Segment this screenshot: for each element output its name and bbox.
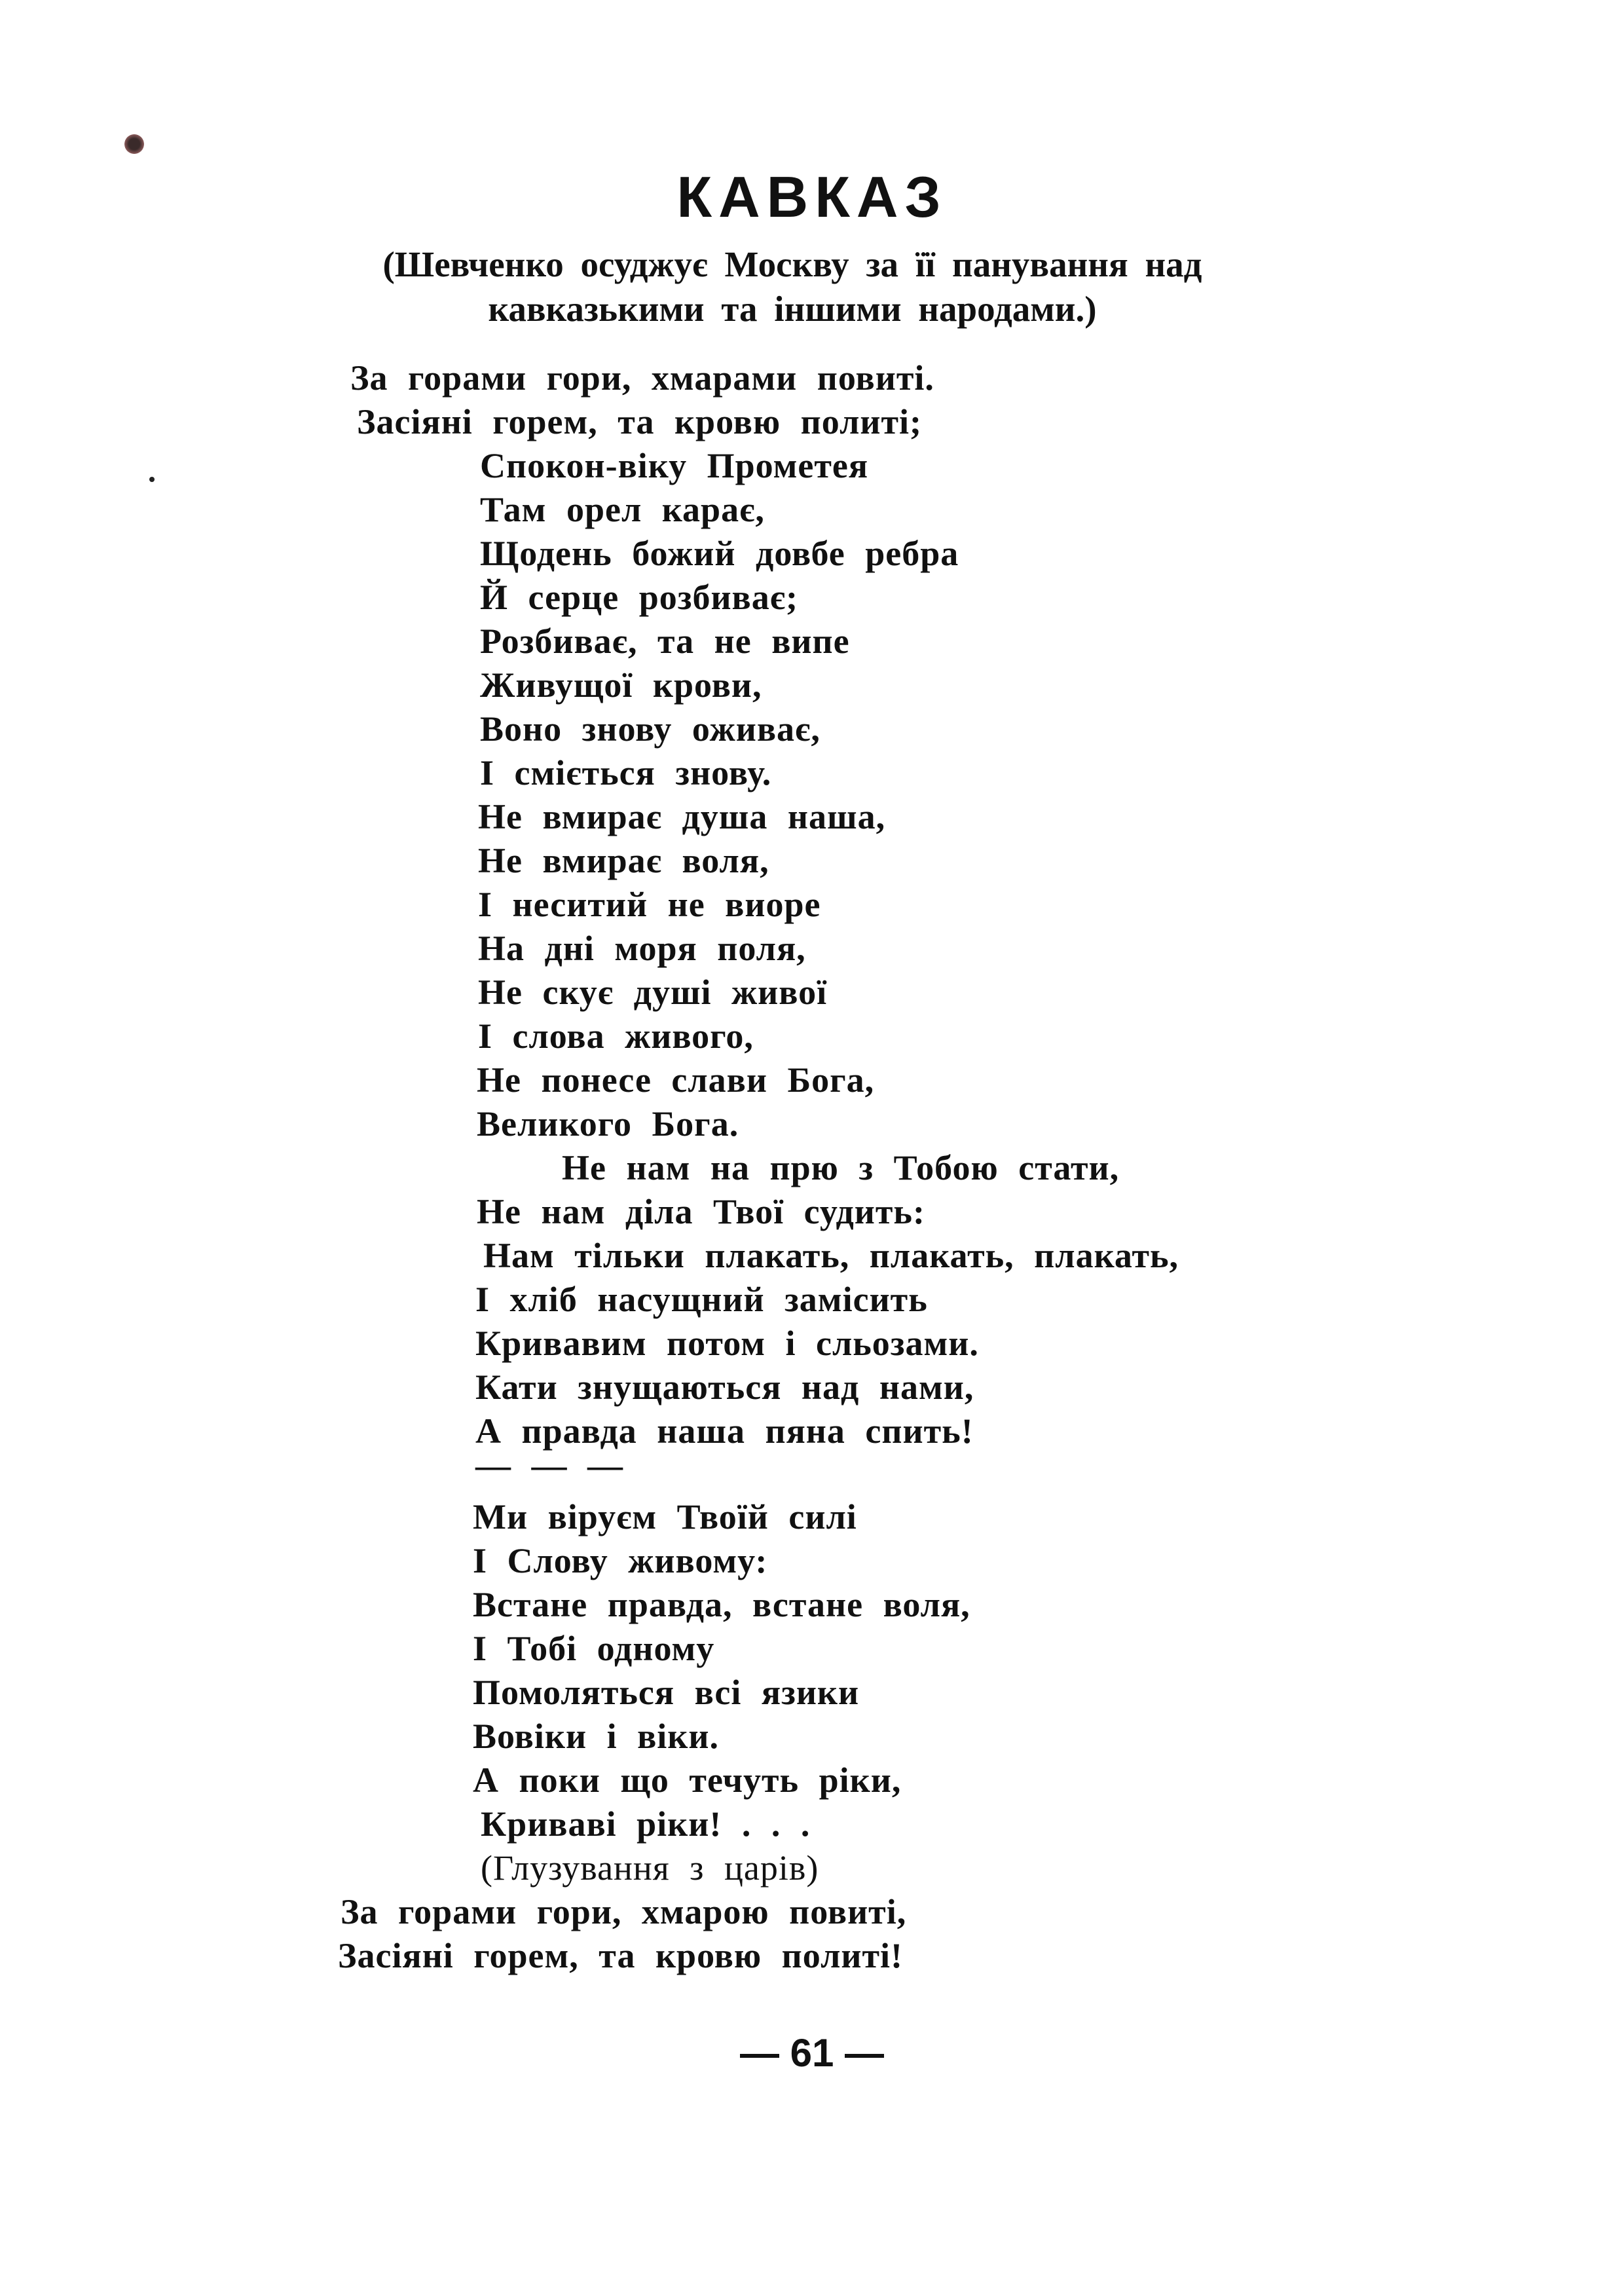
poem-line: Нам тільки плакать, плакать, плакать,	[483, 1236, 1179, 1275]
poem-line: Там орел карає,	[480, 490, 765, 529]
poem-line: Й серце розбиває;	[480, 578, 799, 617]
poem-line: Засіяні горем, та кровю политі!	[338, 1936, 903, 1975]
poem-line: Воно знову оживає,	[480, 709, 821, 749]
poem-line: Не вмирає душа наша,	[478, 797, 886, 836]
poem-line: На дні моря поля,	[478, 929, 806, 968]
poem-line: Помоляться всі язики	[473, 1673, 860, 1712]
poem-line: Не скує душі живої	[478, 973, 828, 1012]
poem-line: І неситий не виоре	[478, 885, 821, 924]
subtitle-line: кавказькими та іншими народами.)	[488, 289, 1097, 329]
poem-line: І Тобі одному	[473, 1629, 715, 1668]
poem-line: Щодень божий довбе ребра	[480, 534, 959, 573]
poem-subtitle	[216, 242, 1369, 331]
poem-line: Не нам на прю з Тобою стати,	[562, 1148, 1120, 1187]
poem-line: Кривавим потом і сльозами.	[475, 1324, 979, 1363]
poem-line: Не вмирає воля,	[478, 841, 769, 880]
poem-line: Спокон-віку Прометея	[480, 446, 869, 485]
poem-line: Встане правда, встане воля,	[473, 1585, 970, 1624]
subtitle-line: (Шевченко осуджує Москву за її панування над	[382, 244, 1202, 284]
poem-line: Вовіки і віки.	[473, 1717, 719, 1756]
poem-line: А правда наша пяна спить!	[475, 1411, 974, 1451]
poem-line: Великого Бога.	[477, 1104, 739, 1144]
poem-line: І сміється знову.	[480, 753, 772, 792]
section-divider: — — —	[475, 1445, 623, 1485]
poem-line: А поки що течуть ріки,	[473, 1760, 902, 1800]
poem-aside: (Глузування з царів)	[481, 1848, 819, 1888]
poem-line: І слова живого,	[478, 1016, 754, 1056]
poem-line: За горами гори, хмарою повиті,	[341, 1892, 907, 1931]
page-number: — 61 —	[739, 2031, 885, 2075]
poem-line: За горами гори, хмарами повиті.	[350, 358, 934, 398]
poem-line: Криваві ріки! . . .	[481, 1804, 811, 1844]
poem-line: Засіяні горем, та кровю политі;	[357, 402, 922, 441]
poem-line: Кати знущаються над нами,	[475, 1368, 974, 1407]
poem-title: КАВКАЗ	[676, 164, 948, 229]
poem-line: І Слову живому:	[473, 1541, 768, 1580]
poem-line: Ми віруєм Твоїй силі	[473, 1497, 857, 1536]
ink-speck	[124, 134, 144, 154]
poem-line: І хліб насущний замісить	[475, 1280, 928, 1319]
ink-dot	[149, 477, 155, 482]
poem-line: Не понесе слави Бога,	[477, 1060, 875, 1100]
poem-line: Розбиває, та не випе	[480, 622, 850, 661]
poem-line: Живущої крови,	[480, 665, 762, 705]
poem-line: Не нам діла Твої судить:	[477, 1192, 925, 1231]
